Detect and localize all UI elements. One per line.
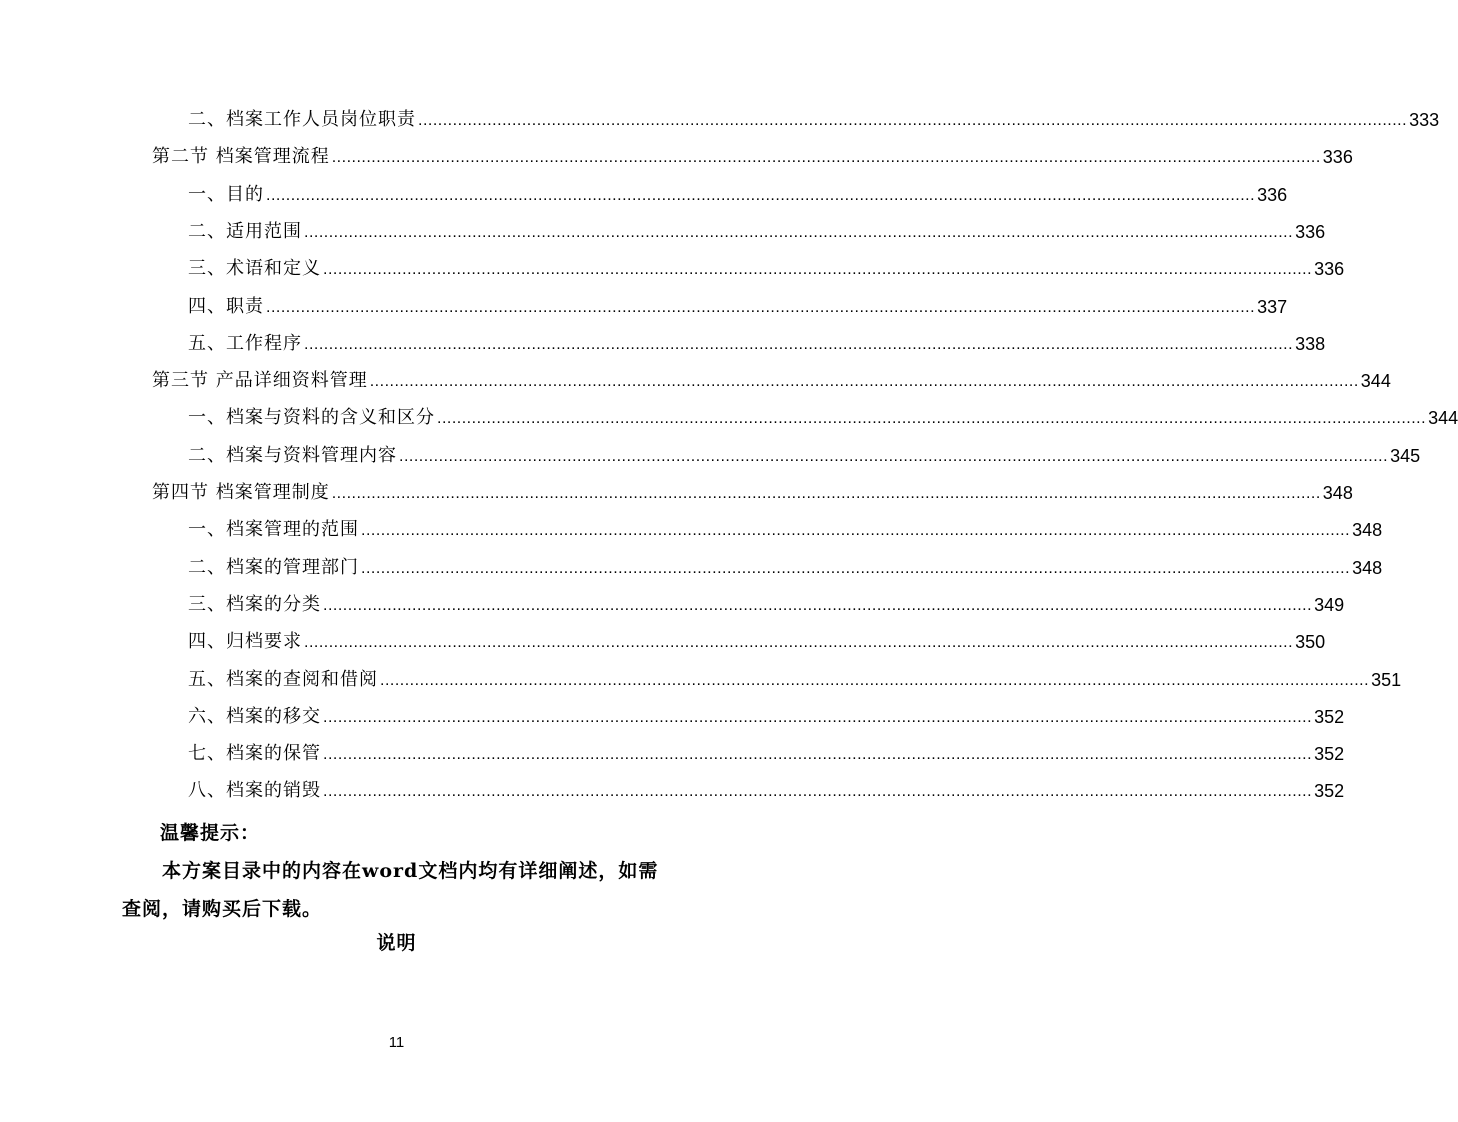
section-title: 说明 bbox=[376, 932, 417, 954]
toc-entry[interactable] bbox=[188, 101, 1440, 131]
toc-entry-page: 345 bbox=[1390, 445, 1421, 466]
toc-entry[interactable] bbox=[152, 362, 1391, 392]
toc-entry[interactable] bbox=[188, 661, 1402, 691]
toc-entry[interactable] bbox=[188, 735, 1345, 765]
toc-entry-title: 三、档案的分类 bbox=[188, 593, 321, 615]
toc-entry[interactable] bbox=[188, 213, 1326, 243]
toc-dot-leader: ........................................................................................................................................................................................................ bbox=[323, 746, 1313, 764]
toc-entry-page: 337 bbox=[1257, 296, 1288, 317]
toc-entry-page: 336 bbox=[1314, 259, 1345, 280]
toc-entry-page: 352 bbox=[1314, 744, 1345, 765]
toc-entry-title: 七、档案的保管 bbox=[188, 743, 321, 765]
toc-entry-title: 三、术语和定义 bbox=[188, 258, 321, 280]
toc-dot-leader: ........................................................................................................................................................................................................ bbox=[361, 559, 1351, 577]
toc-dot-leader: ........................................................................................................................................................................................................ bbox=[323, 261, 1313, 279]
toc-entry-title: 二、档案的管理部门 bbox=[188, 556, 359, 578]
toc-entry[interactable] bbox=[188, 623, 1326, 653]
toc-entry[interactable] bbox=[152, 138, 1353, 168]
toc-dot-leader: ........................................................................................................................................................................................................ bbox=[437, 410, 1427, 428]
toc-entry-title: 八、档案的销毁 bbox=[188, 780, 321, 802]
toc-dot-leader: ........................................................................................................................................................................................................ bbox=[331, 485, 1321, 502]
toc-entry-page: 336 bbox=[1295, 221, 1326, 242]
toc-dot-leader: ........................................................................................................................................................................................................ bbox=[266, 298, 1256, 316]
toc-entry-title: 二、适用范围 bbox=[188, 220, 302, 242]
toc-dot-leader: ........................................................................................................................................................................................................ bbox=[323, 596, 1313, 614]
toc-entry-title: 四、归档要求 bbox=[188, 631, 302, 653]
toc-entry[interactable] bbox=[188, 586, 1345, 616]
toc-entry-page: 350 bbox=[1295, 632, 1326, 653]
toc-entry[interactable] bbox=[188, 250, 1345, 280]
toc-entry-page: 333 bbox=[1409, 110, 1440, 130]
toc-entry-page: 349 bbox=[1314, 594, 1345, 615]
toc-entry[interactable] bbox=[188, 325, 1326, 355]
toc-entry[interactable] bbox=[152, 474, 1353, 504]
toc-entry-page: 348 bbox=[1322, 483, 1353, 503]
toc-entry-page: 351 bbox=[1371, 669, 1402, 690]
toc-entry-page: 336 bbox=[1257, 184, 1288, 205]
page-number: 11 bbox=[388, 1034, 405, 1051]
toc-dot-leader: ........................................................................................................................................................................................................ bbox=[304, 335, 1294, 353]
toc-entry-title: 第三节 产品详细资料管理 bbox=[152, 370, 368, 392]
toc-entry-page: 352 bbox=[1314, 781, 1345, 802]
toc-entry-title: 五、工作程序 bbox=[188, 332, 302, 354]
notice-label: 温馨提示： bbox=[160, 822, 261, 844]
toc-dot-leader: ........................................................................................................................................................................................................ bbox=[304, 223, 1294, 241]
toc-entry[interactable] bbox=[188, 511, 1383, 541]
toc-dot-leader: ........................................................................................................................................................................................................ bbox=[323, 783, 1313, 801]
toc-dot-leader: ........................................................................................................................................................................................................ bbox=[331, 149, 1321, 167]
toc-dot-leader: ........................................................................................................................................................................................................ bbox=[369, 373, 1359, 391]
toc-entry-page: 348 bbox=[1352, 520, 1383, 541]
toc-entry-title: 一、档案管理的范围 bbox=[188, 519, 359, 541]
toc-entry-title: 四、职责 bbox=[188, 295, 264, 317]
toc-entry-page: 338 bbox=[1295, 333, 1326, 354]
toc-dot-leader: ........................................................................................................................................................................................................ bbox=[380, 671, 1370, 689]
toc-entry-title: 一、目的 bbox=[188, 183, 264, 205]
toc-entry[interactable] bbox=[188, 176, 1288, 206]
toc-dot-leader: ........................................................................................................................................................................................................ bbox=[304, 634, 1294, 652]
toc-dot-leader: ........................................................................................................................................................................................................ bbox=[399, 447, 1389, 465]
toc-entry-page: 344 bbox=[1428, 408, 1458, 429]
toc-entry-title: 第四节 档案管理制度 bbox=[152, 482, 330, 503]
toc-entry-title: 第二节 档案管理流程 bbox=[152, 146, 330, 168]
toc-entry-title: 二、档案工作人员岗位职责 bbox=[188, 109, 416, 130]
toc-entry-page: 344 bbox=[1360, 371, 1391, 392]
toc-entry-title: 二、档案与资料管理内容 bbox=[188, 444, 397, 466]
toc-entry[interactable] bbox=[188, 772, 1345, 802]
toc-entry-page: 348 bbox=[1352, 557, 1383, 578]
toc-entry[interactable] bbox=[188, 698, 1345, 728]
toc-entry[interactable] bbox=[188, 288, 1288, 318]
toc-entry-title: 一、档案与资料的含义和区分 bbox=[188, 407, 435, 429]
toc-entry-title: 五、档案的查阅和借阅 bbox=[188, 668, 378, 690]
toc-dot-leader: ........................................................................................................................................................................................................ bbox=[418, 112, 1408, 129]
toc-dot-leader: ........................................................................................................................................................................................................ bbox=[266, 186, 1256, 204]
toc-dot-leader: ........................................................................................................................................................................................................ bbox=[323, 708, 1313, 726]
toc-entry-title: 六、档案的移交 bbox=[188, 705, 321, 727]
toc-dot-leader: ........................................................................................................................................................................................................ bbox=[361, 522, 1351, 540]
notice-body: 本方案目录中的内容在word文档内均有详细阐述，如需查阅，请购买后下载。 bbox=[122, 860, 659, 920]
toc-entry[interactable] bbox=[188, 399, 1458, 429]
toc-entry-page: 352 bbox=[1314, 706, 1345, 727]
toc-entry-page: 336 bbox=[1322, 147, 1353, 168]
toc-entry[interactable] bbox=[188, 549, 1383, 579]
toc-entry[interactable] bbox=[188, 437, 1421, 467]
